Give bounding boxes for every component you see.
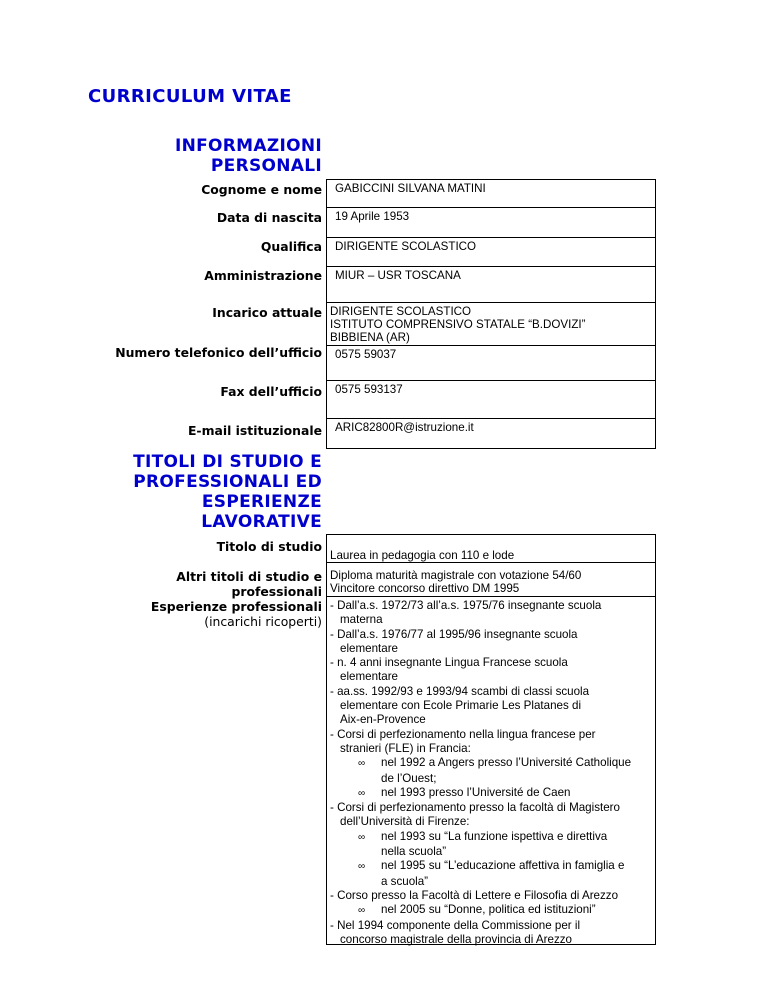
esperienze-bullet-line — [330, 903, 655, 918]
incarico-line: BIBBIENA (AR) — [330, 331, 410, 344]
esperienze-bullet-line — [330, 859, 655, 874]
email-value: ARIC82800R@istruzione.it — [326, 418, 656, 449]
esperienze-line: elementare con Ecole Primarie Les Platanes di — [340, 699, 582, 713]
qualifica-value: DIRIGENTE SCOLASTICO — [326, 237, 656, 267]
bullet-text: nel 2005 su “Donne, politica ed istituzioni” — [381, 903, 596, 917]
altri-label-line: Altri titoli di studio e — [176, 569, 322, 584]
esperienze-line: - Corsi di perfezionamento nella lingua francese per — [330, 727, 596, 741]
esperienze-line: elementare — [340, 641, 399, 655]
esperienze-line: materna — [340, 613, 383, 627]
esperienze-bullet-line — [330, 786, 655, 801]
altri-value-line: Vincitore concorso direttivo DM 1995 — [330, 582, 520, 595]
email-label: E-mail istituzionale — [187, 423, 322, 438]
esperienze-bullet-line — [330, 830, 655, 845]
amministrazione-label: Amministrazione — [204, 268, 322, 283]
incarico-value — [326, 302, 656, 346]
bullet-text: nel 1995 su “L’educazione affettiva in famiglia e — [381, 859, 625, 873]
titolo-value: Laurea in pedagogia con 110 e lode — [326, 534, 656, 563]
phone-label: Numero telefonico dell’ufficio — [115, 345, 322, 360]
infinity-bullet-icon: ∞ — [358, 787, 366, 799]
birth-value: 19 Aprile 1953 — [326, 207, 656, 238]
section-heading-line: TITOLI DI STUDIO E — [133, 452, 322, 472]
incarico-line: ISTITUTO COMPRENSIVO STATALE “B.DOVIZI” — [330, 318, 586, 331]
esperienze-line: - aa.ss. 1992/93 e 1993/94 scambi di classi scuola — [330, 684, 590, 698]
birth-label: Data di nascita — [216, 210, 322, 225]
esperienze-line: dell’Università di Firenze: — [340, 815, 470, 829]
section-studies-heading — [112, 452, 322, 532]
bullet-text: nel 1993 presso l’Université de Caen — [381, 785, 571, 799]
esperienze-line: - Nel 1994 componente della Commissione per il — [330, 918, 581, 932]
infinity-bullet-icon: ∞ — [358, 905, 366, 917]
section-heading-line: PROFESSIONALI ED — [133, 472, 322, 492]
esperienze-label — [151, 599, 322, 629]
infinity-bullet-icon: ∞ — [358, 861, 366, 873]
section-heading-line: ESPERIENZE — [201, 492, 322, 512]
phone-value: 0575 59037 — [326, 345, 656, 381]
esperienze-list — [326, 596, 656, 945]
section-personal-heading — [112, 136, 322, 176]
incarico-line: DIRIGENTE SCOLASTICO — [330, 305, 472, 318]
titolo-label: Titolo di studio — [216, 539, 322, 554]
altri-label-line: professionali — [231, 584, 322, 599]
bullet-text: nel 1993 su “La funzione ispettiva e direttiva — [381, 829, 608, 843]
qualifica-label: Qualifica — [260, 239, 322, 254]
name-label: Cognome e nome — [201, 182, 322, 197]
bullet-text: nel 1992 a Angers presso l’Université Catholique — [381, 756, 632, 770]
esperienze-line: concorso magistrale della provincia di Arezzo — [340, 932, 572, 946]
infinity-bullet-icon: ∞ — [358, 758, 366, 770]
section-heading-line: PERSONALI — [210, 156, 322, 176]
altri-value-line: Diploma maturità magistrale con votazione 54/60 — [330, 569, 582, 582]
esperienze-sublabel: (incarichi ricoperti) — [204, 614, 322, 629]
section-heading-line: LAVORATIVE — [201, 512, 322, 532]
esperienze-line: - n. 4 anni insegnante Lingua Francese scuola — [330, 656, 568, 670]
esperienze-line: - Dall’a.s. 1972/73 all’a.s. 1975/76 insegnante scuola — [330, 599, 602, 612]
amministrazione-value: MIUR – USR TOSCANA — [326, 266, 656, 303]
document-title: CURRICULUM VITAE — [88, 86, 292, 107]
esperienze-line: stranieri (FLE) in Francia: — [340, 741, 471, 755]
esperienze-line: - Dall’a.s. 1976/77 al 1995/96 insegnante scuola — [330, 627, 578, 641]
esperienze-label-line: Esperienze professionali — [150, 599, 322, 614]
esperienze-line: elementare — [340, 670, 399, 684]
esperienze-line: - Corso presso la Facoltà di Lettere e Filosofia di Arezzo — [330, 888, 619, 902]
esperienze-line: nella scuola” — [381, 845, 447, 859]
altri-label — [176, 569, 322, 599]
fax-value: 0575 593137 — [326, 380, 656, 419]
fax-label: Fax dell’ufficio — [220, 384, 322, 399]
esperienze-line: Aix-en-Provence — [340, 713, 426, 727]
infinity-bullet-icon: ∞ — [358, 831, 366, 843]
esperienze-line: de l’Ouest; — [381, 771, 437, 785]
name-value: GABICCINI SILVANA MATINI — [326, 179, 656, 208]
esperienze-bullet-line — [330, 756, 655, 771]
altri-value — [326, 562, 656, 597]
incarico-label: Incarico attuale — [212, 305, 322, 320]
esperienze-line: - Corsi di perfezionamento presso la facoltà di Magistero — [330, 801, 620, 815]
esperienze-line: a scuola” — [381, 874, 429, 888]
section-heading-line: INFORMAZIONI — [174, 136, 322, 156]
